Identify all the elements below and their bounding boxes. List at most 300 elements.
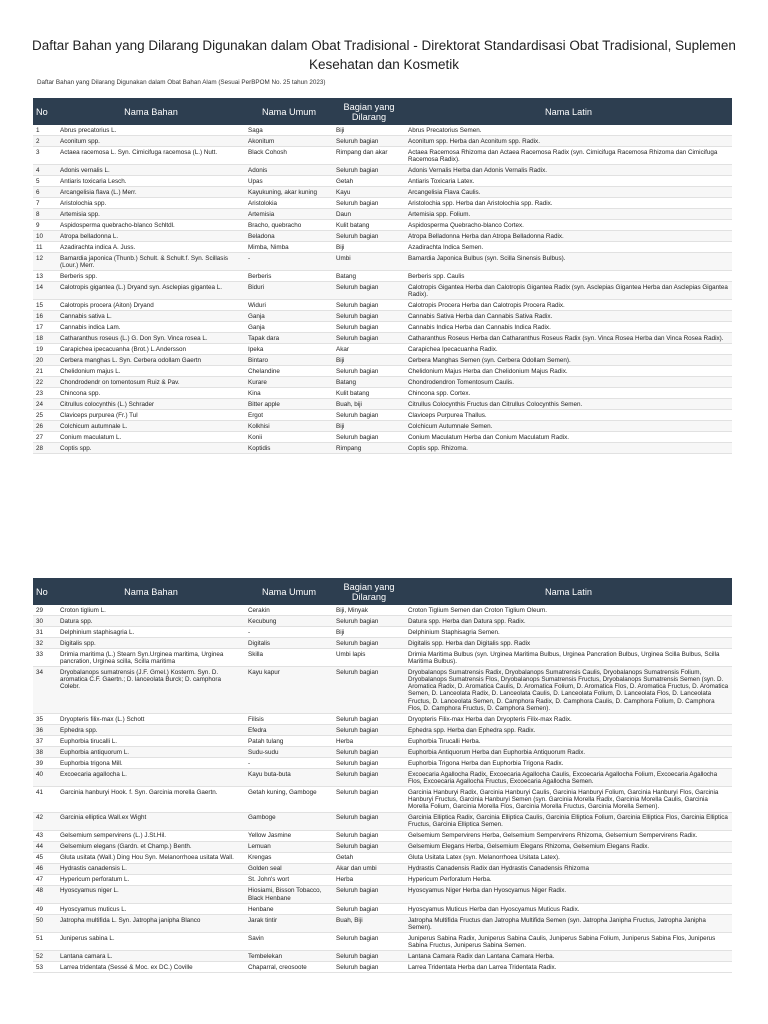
cell-no: 28 xyxy=(33,443,57,454)
cell-nama-bahan: Drimia maritima (L.) Stearn Syn.Urginea maritima, Urginea pancration, Urginea scilla, Scilla maritima xyxy=(57,648,245,666)
cell-bagian-dilarang: Seluruh bagian xyxy=(333,198,405,209)
cell-no: 50 xyxy=(33,914,57,932)
cell-bagian-dilarang: Seluruh bagian xyxy=(333,615,405,626)
cell-no: 39 xyxy=(33,758,57,769)
cell-bagian-dilarang: Biji xyxy=(333,242,405,253)
cell-nama-umum: - xyxy=(245,253,333,271)
cell-bagian-dilarang: Akar dan umbi xyxy=(333,863,405,874)
cell-no: 24 xyxy=(33,399,57,410)
table-row xyxy=(33,421,732,432)
cell-nama-bahan: Lantana camara L. xyxy=(57,951,245,962)
cell-nama-latin: Dryopteris Filix-max Herba dan Dryopteris Filix-max Radix. xyxy=(405,714,732,725)
cell-nama-bahan: Jatropha multifida L. Syn. Jatropha janipha Blanco xyxy=(57,914,245,932)
cell-nama-umum: Kurare xyxy=(245,377,333,388)
cell-no: 12 xyxy=(33,253,57,271)
cell-nama-umum: - xyxy=(245,758,333,769)
cell-nama-umum: Bracho, quebracho xyxy=(245,220,333,231)
table-row xyxy=(33,135,732,146)
cell-bagian-dilarang: Seluruh bagian xyxy=(333,725,405,736)
cell-no: 8 xyxy=(33,209,57,220)
table-body xyxy=(33,125,732,454)
cell-no: 32 xyxy=(33,637,57,648)
cell-no: 33 xyxy=(33,648,57,666)
table-row xyxy=(33,165,732,176)
table-row xyxy=(33,605,732,615)
cell-bagian-dilarang: Seluruh bagian xyxy=(333,432,405,443)
cell-bagian-dilarang: Buah, biji xyxy=(333,399,405,410)
table-row xyxy=(33,714,732,725)
cell-nama-bahan: Azadirachta indica A. Juss. xyxy=(57,242,245,253)
table-row xyxy=(33,637,732,648)
cell-nama-latin: Larrea Tridentata Herba dan Larrea Tridentata Radix. xyxy=(405,962,732,973)
table-row xyxy=(33,344,732,355)
cell-nama-latin: Gelsemium Sempervirens Herba, Gelsemium Sempervirens Rhizoma, Gelsemium Sempervirens Radix. xyxy=(405,830,732,841)
cell-nama-latin: Aconitum spp. Herba dan Aconitum spp. Radix. xyxy=(405,135,732,146)
cell-bagian-dilarang: Herba xyxy=(333,874,405,885)
cell-no: 53 xyxy=(33,962,57,973)
cell-no: 42 xyxy=(33,812,57,830)
cell-bagian-dilarang: Kulit batang xyxy=(333,388,405,399)
cell-nama-latin: Antiaris Toxicaria Latex. xyxy=(405,176,732,187)
cell-nama-latin: Coptis spp. Rhizoma. xyxy=(405,443,732,454)
table-row xyxy=(33,852,732,863)
cell-nama-umum: Jarak tintir xyxy=(245,914,333,932)
cell-bagian-dilarang: Seluruh bagian xyxy=(333,885,405,903)
cell-nama-umum: Ipeka xyxy=(245,344,333,355)
cell-bagian-dilarang: Seluruh bagian xyxy=(333,714,405,725)
cell-bagian-dilarang: Seluruh bagian xyxy=(333,830,405,841)
header-nama-bahan: Nama Bahan xyxy=(57,98,245,125)
cell-nama-bahan: Abrus precatorius L. xyxy=(57,125,245,135)
cell-bagian-dilarang: Seluruh bagian xyxy=(333,322,405,333)
cell-nama-latin: Chondrodendron Tomentosum Caulis. xyxy=(405,377,732,388)
cell-bagian-dilarang: Kulit batang xyxy=(333,220,405,231)
cell-no: 23 xyxy=(33,388,57,399)
cell-bagian-dilarang: Buah, Biji xyxy=(333,914,405,932)
table-row xyxy=(33,209,732,220)
table-row xyxy=(33,626,732,637)
cell-nama-umum: Kayu buta-buta xyxy=(245,769,333,787)
cell-bagian-dilarang: Seluruh bagian xyxy=(333,758,405,769)
cell-nama-umum: - xyxy=(245,626,333,637)
cell-bagian-dilarang: Seluruh bagian xyxy=(333,282,405,300)
cell-nama-latin: Delphinium Staphisagria Semen. xyxy=(405,626,732,637)
cell-bagian-dilarang: Seluruh bagian xyxy=(333,787,405,812)
cell-nama-umum: Yellow Jasmine xyxy=(245,830,333,841)
cell-no: 37 xyxy=(33,736,57,747)
cell-no: 47 xyxy=(33,874,57,885)
cell-nama-bahan: Dryobalanops sumatrensis (J.F. Gmel.) Kosterm. Syn. D. aromatica C.F. Gaertn.; D. lanceolata Burck; D. camphora Colebr. xyxy=(57,667,245,714)
cell-no: 5 xyxy=(33,176,57,187)
cell-nama-latin: Claviceps Purpurea Thallus. xyxy=(405,410,732,421)
cell-nama-umum: Kayu kapur xyxy=(245,667,333,714)
table-row xyxy=(33,231,732,242)
cell-nama-bahan: Gelsemium elegans (Gardn. et Champ.) Benth. xyxy=(57,841,245,852)
cell-bagian-dilarang: Seluruh bagian xyxy=(333,769,405,787)
cell-nama-latin: Dryobalanops Sumatrensis Radix, Dryobalanops Sumatrensis Caulis, Dryobalanops Sumatrensis Folium, Dryobalanops Sumatrensis Flos, Dryobalanops Sumatrensis Fructus, Dryobalanops Sumatrensis Semen (syn. D. Aromatica Radix, D. Aromatica Caulis, D. Aromatica Folium, D. Aromatica Flos, D. Aromatica Fructus, D. Aromatica Semen, D. Lanceolata Radix, D. Lanceolata Caulis, D. Lanceolata Folium, D. Lanceolata Flos, D. Lanceolata Fructus, D. Lanceolata Semen, D. Camphora Radix, D. Camphora Caulis, D. Camphora Folium, D. Camphora Flos, D. Camphora Fructus, D. Camphora Semen). xyxy=(405,667,732,714)
cell-nama-latin: Conium Maculatum Herba dan Conium Maculatum Radix. xyxy=(405,432,732,443)
cell-nama-umum: Patah tulang xyxy=(245,736,333,747)
cell-nama-umum: Gamboge xyxy=(245,812,333,830)
cell-nama-latin: Euphorbia Trigona Herba dan Euphorbia Trigona Radix. xyxy=(405,758,732,769)
cell-no: 35 xyxy=(33,714,57,725)
cell-bagian-dilarang: Seluruh bagian xyxy=(333,747,405,758)
cell-no: 27 xyxy=(33,432,57,443)
cell-nama-latin: Abrus Precatorius Semen. xyxy=(405,125,732,135)
cell-nama-latin: Ephedra spp. Herba dan Ephedra spp. Radix. xyxy=(405,725,732,736)
cell-bagian-dilarang: Seluruh bagian xyxy=(333,903,405,914)
cell-nama-latin: Hydrastis Canadensis Radix dan Hydrastis Canadensis Rhizoma xyxy=(405,863,732,874)
cell-bagian-dilarang: Biji xyxy=(333,626,405,637)
cell-nama-latin: Aspidosperma Quebracho-blanco Cortex. xyxy=(405,220,732,231)
table-row xyxy=(33,667,732,714)
cell-nama-bahan: Hyoscyamus niger L. xyxy=(57,885,245,903)
cell-nama-latin: Chelidonium Majus Herba dan Chelidonium Majus Radix. xyxy=(405,366,732,377)
cell-nama-umum: Henbane xyxy=(245,903,333,914)
cell-nama-umum: Tembelekan xyxy=(245,951,333,962)
table-row xyxy=(33,242,732,253)
cell-nama-latin: Jatropha Multifida Fructus dan Jatropha Multifida Semen (syn. Jatropha Janipha Fructus, Jatropha Janipha Semen). xyxy=(405,914,732,932)
cell-no: 20 xyxy=(33,355,57,366)
cell-bagian-dilarang: Daun xyxy=(333,209,405,220)
cell-no: 2 xyxy=(33,135,57,146)
table-row xyxy=(33,388,732,399)
cell-nama-bahan: Artemisia spp. xyxy=(57,209,245,220)
cell-nama-bahan: Coptis spp. xyxy=(57,443,245,454)
cell-no: 52 xyxy=(33,951,57,962)
cell-bagian-dilarang: Seluruh bagian xyxy=(333,410,405,421)
cell-nama-bahan: Croton tiglium L. xyxy=(57,605,245,615)
cell-no: 40 xyxy=(33,769,57,787)
cell-nama-umum: Golden seal xyxy=(245,863,333,874)
table-row xyxy=(33,830,732,841)
cell-nama-umum: Berberis xyxy=(245,271,333,282)
cell-no: 6 xyxy=(33,187,57,198)
cell-nama-latin: Colchicum Autumnale Semen. xyxy=(405,421,732,432)
header-nama-umum: Nama Umum xyxy=(245,98,333,125)
cell-nama-bahan: Citrullus colocynthis (L.) Schrader xyxy=(57,399,245,410)
cell-nama-bahan: Gluta usitata (Wall.) Ding Hou Syn. Melanorrhoea usitata Wall. xyxy=(57,852,245,863)
cell-nama-bahan: Conium maculatum L. xyxy=(57,432,245,443)
cell-bagian-dilarang: Rimpang dan akar xyxy=(333,146,405,164)
cell-nama-bahan: Colchicum autumnale L. xyxy=(57,421,245,432)
banned-ingredients-table-2 xyxy=(33,578,732,973)
cell-nama-latin: Digitalis spp. Herba dan Digitalis spp. Radix xyxy=(405,637,732,648)
table-body xyxy=(33,605,732,973)
cell-nama-umum: Kolkhisi xyxy=(245,421,333,432)
header-nama-latin: Nama Latin xyxy=(405,98,732,125)
table-row xyxy=(33,366,732,377)
cell-bagian-dilarang: Seluruh bagian xyxy=(333,311,405,322)
cell-no: 14 xyxy=(33,282,57,300)
table-row xyxy=(33,841,732,852)
cell-no: 15 xyxy=(33,300,57,311)
cell-no: 3 xyxy=(33,146,57,164)
cell-nama-latin: Adonis Vernalis Herba dan Adonis Vernalis Radix. xyxy=(405,165,732,176)
cell-nama-latin: Bamardia Japonica Bulbus (syn. Scilla Sinensis Bulbus). xyxy=(405,253,732,271)
cell-no: 22 xyxy=(33,377,57,388)
cell-nama-latin: Azadirachta Indica Semen. xyxy=(405,242,732,253)
cell-nama-umum: Filisis xyxy=(245,714,333,725)
cell-nama-latin: Cannabis Indica Herba dan Cannabis Indica Radix. xyxy=(405,322,732,333)
cell-no: 4 xyxy=(33,165,57,176)
cell-bagian-dilarang: Seluruh bagian xyxy=(333,366,405,377)
cell-nama-bahan: Excoecaria agallocha L. xyxy=(57,769,245,787)
cell-nama-bahan: Carapichea ipecacuanha (Brot.) L.Andersson xyxy=(57,344,245,355)
cell-bagian-dilarang: Seluruh bagian xyxy=(333,933,405,951)
cell-no: 29 xyxy=(33,605,57,615)
cell-nama-umum: Akonitum xyxy=(245,135,333,146)
table-row xyxy=(33,300,732,311)
cell-bagian-dilarang: Batang xyxy=(333,377,405,388)
cell-nama-bahan: Chincona spp. xyxy=(57,388,245,399)
cell-nama-bahan: Datura spp. xyxy=(57,615,245,626)
cell-nama-bahan: Chelidonium majus L. xyxy=(57,366,245,377)
cell-nama-latin: Cerbera Manghas Semen (syn. Cerbera Odollam Semen). xyxy=(405,355,732,366)
cell-nama-latin: Gluta Usitata Latex (syn. Melanorrhoea Usitata Latex). xyxy=(405,852,732,863)
cell-nama-umum: Sudu-sudu xyxy=(245,747,333,758)
cell-bagian-dilarang: Seluruh bagian xyxy=(333,165,405,176)
cell-nama-umum: Hiosiami, Bisson Tobacco, Black Henbane xyxy=(245,885,333,903)
table-row xyxy=(33,377,732,388)
cell-no: 30 xyxy=(33,615,57,626)
cell-nama-latin: Atropa Belladonna Herba dan Atropa Belladonna Radix. xyxy=(405,231,732,242)
cell-nama-latin: Juniperus Sabina Radix, Juniperus Sabina Caulis, Juniperus Sabina Folium, Juniperus Sabina Flos, Juniperus Sabina Fructus, Juniperus Sabina Semen. xyxy=(405,933,732,951)
cell-nama-bahan: Antiaris toxicaria Lesch. xyxy=(57,176,245,187)
cell-bagian-dilarang: Seluruh bagian xyxy=(333,962,405,973)
cell-nama-latin: Arcangelisia Flava Caulis. xyxy=(405,187,732,198)
cell-nama-bahan: Arcangelisia flava (L.) Merr. xyxy=(57,187,245,198)
cell-nama-umum: Upas xyxy=(245,176,333,187)
table-row xyxy=(33,333,732,344)
cell-bagian-dilarang: Getah xyxy=(333,852,405,863)
cell-bagian-dilarang: Seluruh bagian xyxy=(333,637,405,648)
cell-nama-umum: Savin xyxy=(245,933,333,951)
cell-nama-umum: Efedra xyxy=(245,725,333,736)
cell-nama-umum: Beladona xyxy=(245,231,333,242)
cell-no: 11 xyxy=(33,242,57,253)
cell-no: 51 xyxy=(33,933,57,951)
cell-nama-latin: Catharanthus Roseus Herba dan Catharanthus Roseus Radix (syn. Vinca Rosea Herba dan Vinca Rosea Radix). xyxy=(405,333,732,344)
cell-nama-latin: Euphorbia Tirucalli Herba. xyxy=(405,736,732,747)
cell-nama-bahan: Aconitum spp. xyxy=(57,135,245,146)
cell-nama-latin: Calotropis Gigantea Herba dan Calotropis Gigantea Radix (syn. Asclepias Gigantea Herba dan Asclepias Gigantea Radix). xyxy=(405,282,732,300)
banned-ingredients-table-1 xyxy=(33,98,732,454)
cell-no: 44 xyxy=(33,841,57,852)
table-row xyxy=(33,220,732,231)
table-row xyxy=(33,812,732,830)
cell-bagian-dilarang: Herba xyxy=(333,736,405,747)
table-row xyxy=(33,399,732,410)
cell-nama-umum: Bitter apple xyxy=(245,399,333,410)
cell-nama-umum: Chaparral, creosoote xyxy=(245,962,333,973)
cell-nama-bahan: Calotropis procera (Aiton) Dryand xyxy=(57,300,245,311)
table-row xyxy=(33,725,732,736)
cell-nama-umum: St. John's wort xyxy=(245,874,333,885)
cell-nama-bahan: Actaea racemosa L. Syn. Cimicifuga racemosa (L.) Nutt. xyxy=(57,146,245,164)
cell-nama-latin: Drimia Maritima Bulbus (syn. Urginea Maritima Bulbus, Urginea Pancration Bulbus, Urginea Scilla Bulbus, Scilla Maritima Bulbus). xyxy=(405,648,732,666)
table-row xyxy=(33,311,732,322)
cell-no: 36 xyxy=(33,725,57,736)
cell-nama-umum: Chelandine xyxy=(245,366,333,377)
table-row xyxy=(33,125,732,135)
header-nama-latin: Nama Latin xyxy=(405,578,732,605)
table-row xyxy=(33,146,732,164)
cell-nama-bahan: Aristolochia spp. xyxy=(57,198,245,209)
cell-bagian-dilarang: Seluruh bagian xyxy=(333,667,405,714)
cell-nama-latin: Artemisia spp. Folium. xyxy=(405,209,732,220)
cell-bagian-dilarang: Biji xyxy=(333,125,405,135)
cell-no: 45 xyxy=(33,852,57,863)
cell-nama-umum: Saga xyxy=(245,125,333,135)
cell-nama-latin: Hypericum Perforatum Herba. xyxy=(405,874,732,885)
cell-nama-bahan: Bamardia japonica (Thunb.) Schult. & Schult.f. Syn. Scillasis (Lour.) Merr. xyxy=(57,253,245,271)
cell-nama-umum: Biduri xyxy=(245,282,333,300)
header-no: No xyxy=(33,578,57,605)
table-row xyxy=(33,758,732,769)
cell-no: 10 xyxy=(33,231,57,242)
cell-nama-bahan: Juniperus sabina L. xyxy=(57,933,245,951)
cell-bagian-dilarang: Seluruh bagian xyxy=(333,951,405,962)
table-row xyxy=(33,787,732,812)
cell-no: 18 xyxy=(33,333,57,344)
page-title: Daftar Bahan yang Dilarang Digunakan dalam Obat Tradisional - Direktorat Standardisasi Obat Tradisional, Suplemen Kesehatan dan Kosmetik xyxy=(32,38,736,72)
cell-nama-latin: Lantana Camara Radix dan Lantana Camara Herba. xyxy=(405,951,732,962)
cell-nama-bahan: Euphorbia antiquorum L. xyxy=(57,747,245,758)
table-row xyxy=(33,874,732,885)
cell-nama-latin: Hyoscyamus Muticus Herba dan Hyoscyamus Muticus Radix. xyxy=(405,903,732,914)
cell-no: 46 xyxy=(33,863,57,874)
cell-bagian-dilarang: Seluruh bagian xyxy=(333,231,405,242)
cell-nama-latin: Datura spp. Herba dan Datura spp. Radix. xyxy=(405,615,732,626)
cell-nama-umum: Ganja xyxy=(245,311,333,322)
cell-bagian-dilarang: Getah xyxy=(333,176,405,187)
cell-nama-umum: Koptidis xyxy=(245,443,333,454)
table-row xyxy=(33,903,732,914)
cell-nama-bahan: Atropa belladonna L. xyxy=(57,231,245,242)
cell-nama-bahan: Delphinium staphisagria L. xyxy=(57,626,245,637)
cell-nama-umum: Cerakin xyxy=(245,605,333,615)
cell-nama-bahan: Euphorbia tirucalli L. xyxy=(57,736,245,747)
cell-no: 43 xyxy=(33,830,57,841)
cell-nama-umum: Ergot xyxy=(245,410,333,421)
cell-nama-umum: Ganja xyxy=(245,322,333,333)
table-row xyxy=(33,355,732,366)
cell-no: 48 xyxy=(33,885,57,903)
header-nama-bahan: Nama Bahan xyxy=(57,578,245,605)
cell-nama-latin: Aristolochia spp. Herba dan Aristolochia spp. Radix. xyxy=(405,198,732,209)
table-row xyxy=(33,648,732,666)
table-row xyxy=(33,747,732,758)
cell-no: 7 xyxy=(33,198,57,209)
cell-nama-umum: Lemuan xyxy=(245,841,333,852)
table-row xyxy=(33,615,732,626)
header-bagian-dilarang: Bagian yang Dilarang xyxy=(333,98,405,125)
cell-nama-bahan: Berberis spp. xyxy=(57,271,245,282)
cell-nama-bahan: Digitalis spp. xyxy=(57,637,245,648)
cell-bagian-dilarang: Seluruh bagian xyxy=(333,333,405,344)
cell-nama-bahan: Claviceps purpurea (Fr.) Tul xyxy=(57,410,245,421)
cell-nama-latin: Excoecaria Agallocha Radix, Excoecaria Agallocha Caulis, Excoecaria Agallocha Folium, Excoecaria Agallocha Flos, Excoecaria Agallocha Fructus, Excoecaria Agallocha Semen. xyxy=(405,769,732,787)
cell-nama-umum: Kayukuning, akar kuning xyxy=(245,187,333,198)
cell-bagian-dilarang: Umbi lapis xyxy=(333,648,405,666)
cell-bagian-dilarang: Seluruh bagian xyxy=(333,812,405,830)
cell-nama-bahan: Catharanthus roseus (L.) G. Don Syn. Vinca rosea L. xyxy=(57,333,245,344)
cell-bagian-dilarang: Rimpang xyxy=(333,443,405,454)
table-row xyxy=(33,282,732,300)
cell-nama-latin: Garcinia Hanburyi Radix, Garcinia Hanburyi Caulis, Garcinia Hanburyi Folium, Garcinia Hanburyi Flos, Garcinia Hanburyi Fructus, Garcinia Hanburyi Semen (syn. Garcinia Morella Radix, Garcinia Morella Caulis, Garcinia Morella Folium, Garcinia Morella Flos, Garcinia Morella Fructus, Garcinia Morella Semen). xyxy=(405,787,732,812)
cell-nama-umum: Digitalis xyxy=(245,637,333,648)
table-row xyxy=(33,885,732,903)
cell-nama-umum: Artemisia xyxy=(245,209,333,220)
cell-nama-latin: Hyoscyamus Niger Herba dan Hyoscyamus Niger Radix. xyxy=(405,885,732,903)
cell-nama-bahan: Chondrodendr on tomentosum Ruiz & Pav. xyxy=(57,377,245,388)
table-row xyxy=(33,176,732,187)
table-row xyxy=(33,443,732,454)
cell-no: 49 xyxy=(33,903,57,914)
cell-nama-latin: Garcinia Elliptica Radix, Garcinia Elliptica Caulis, Garcinia Elliptica Folium, Garcinia Elliptica Flos, Garcinia Elliptica Fructus, Garcinia Elliptica Semen. xyxy=(405,812,732,830)
table-row xyxy=(33,962,732,973)
cell-nama-latin: Croton Tiglium Semen dan Croton Tiglium Oleum. xyxy=(405,605,732,615)
cell-nama-umum: Krengas xyxy=(245,852,333,863)
cell-bagian-dilarang: Seluruh bagian xyxy=(333,300,405,311)
cell-no: 41 xyxy=(33,787,57,812)
cell-nama-umum: Adonis xyxy=(245,165,333,176)
cell-nama-umum: Aristolokia xyxy=(245,198,333,209)
cell-nama-umum: Kecubung xyxy=(245,615,333,626)
cell-nama-umum: Mimba, Nimba xyxy=(245,242,333,253)
cell-no: 34 xyxy=(33,667,57,714)
cell-nama-latin: Citrullus Colocynthis Fructus dan Citrullus Colocynthis Semen. xyxy=(405,399,732,410)
cell-nama-umum: Getah kuning, Gamboge xyxy=(245,787,333,812)
cell-nama-latin: Gelsemium Elegans Herba, Gelsemium Elegans Rhizoma, Gelsemium Elegans Radix. xyxy=(405,841,732,852)
cell-no: 38 xyxy=(33,747,57,758)
cell-nama-bahan: Cannabis indica Lam. xyxy=(57,322,245,333)
cell-bagian-dilarang: Seluruh bagian xyxy=(333,841,405,852)
table-row xyxy=(33,914,732,932)
cell-nama-bahan: Dryopteris filix-max (L.) Schott xyxy=(57,714,245,725)
cell-bagian-dilarang: Umbi xyxy=(333,253,405,271)
cell-no: 21 xyxy=(33,366,57,377)
cell-bagian-dilarang: Seluruh bagian xyxy=(333,135,405,146)
cell-nama-bahan: Ephedra spp. xyxy=(57,725,245,736)
cell-nama-umum: Kina xyxy=(245,388,333,399)
cell-nama-bahan: Garcinia elliptica Wall.ex Wight xyxy=(57,812,245,830)
cell-bagian-dilarang: Biji xyxy=(333,421,405,432)
cell-nama-bahan: Hydrastis canadensis L. xyxy=(57,863,245,874)
cell-nama-latin: Carapichea Ipecacuanha Radix. xyxy=(405,344,732,355)
header-bagian-dilarang: Bagian yang Dilarang xyxy=(333,578,405,605)
table-row xyxy=(33,769,732,787)
cell-no: 16 xyxy=(33,311,57,322)
cell-nama-bahan: Larrea tridentata (Sessé & Moc. ex DC.) Coville xyxy=(57,962,245,973)
cell-bagian-dilarang: Batang xyxy=(333,271,405,282)
cell-bagian-dilarang: Kayu xyxy=(333,187,405,198)
cell-nama-latin: Chincona spp. Cortex. xyxy=(405,388,732,399)
cell-nama-latin: Euphorbia Antiquorum Herba dan Euphorbia Antiquorum Radix. xyxy=(405,747,732,758)
cell-nama-bahan: Aspidosperma quebracho-blanco Schltdl. xyxy=(57,220,245,231)
cell-nama-bahan: Hypericum perforatum L. xyxy=(57,874,245,885)
cell-nama-bahan: Euphorbia trigona Mill. xyxy=(57,758,245,769)
cell-nama-latin: Cannabis Sativa Herba dan Cannabis Sativa Radix. xyxy=(405,311,732,322)
cell-nama-umum: Tapak dara xyxy=(245,333,333,344)
cell-bagian-dilarang: Biji, Minyak xyxy=(333,605,405,615)
page-subtitle: Daftar Bahan yang Dilarang Digunakan dalam Obat Bahan Alam (Sesuai PerBPOM No. 25 tahun 2023) xyxy=(37,79,326,86)
cell-nama-umum: Black Cohosh xyxy=(245,146,333,164)
cell-no: 13 xyxy=(33,271,57,282)
cell-nama-umum: Widuri xyxy=(245,300,333,311)
header-no: No xyxy=(33,98,57,125)
